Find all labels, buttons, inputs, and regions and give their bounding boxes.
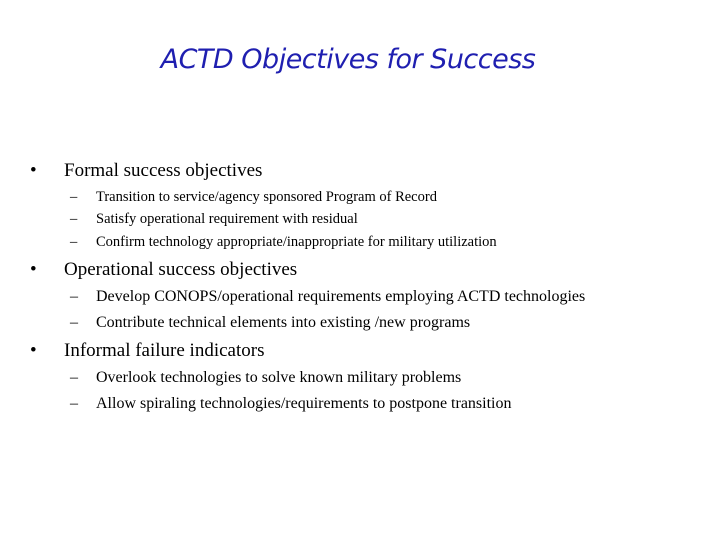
dash-icon: –: [70, 395, 78, 412]
dash-icon: –: [70, 234, 78, 250]
section-heading-text: Formal success objectives: [64, 160, 263, 181]
bullet-icon: •: [30, 340, 37, 361]
bullet-icon: •: [30, 259, 37, 280]
list-item-text: Contribute technical elements into existing /new programs: [96, 314, 471, 331]
list-item-text: Overlook technologies to solve known military problems: [96, 369, 462, 386]
list-item: [70, 369, 461, 387]
dash-icon: –: [70, 189, 78, 205]
section-heading-text: Operational success objectives: [64, 259, 298, 280]
dash-icon: –: [70, 211, 78, 227]
list-item: [70, 314, 470, 332]
list-item-text: Satisfy operational requirement with residual: [96, 211, 358, 227]
list-item: [70, 234, 497, 251]
section-heading-formal: [30, 160, 262, 182]
list-item: [70, 288, 585, 306]
list-item-text: Develop CONOPS/operational requirements employing ACTD technologies: [96, 288, 586, 305]
list-item: [70, 211, 358, 228]
section-heading-informal: [30, 340, 264, 362]
list-item: [70, 189, 437, 206]
dash-icon: –: [70, 288, 78, 305]
dash-icon: –: [70, 369, 78, 386]
list-item-text: Confirm technology appropriate/inappropriate for military utilization: [96, 234, 497, 250]
bullet-icon: •: [30, 160, 37, 181]
dash-icon: –: [70, 314, 78, 331]
list-item-text: Allow spiraling technologies/requirements to postpone transition: [96, 395, 512, 412]
section-heading-text: Informal failure indicators: [64, 340, 265, 361]
slide-title: ACTD Objectives for Success: [160, 44, 536, 75]
list-item-text: Transition to service/agency sponsored Program of Record: [96, 189, 437, 205]
section-heading-operational: [30, 259, 297, 281]
list-item: [70, 395, 511, 413]
